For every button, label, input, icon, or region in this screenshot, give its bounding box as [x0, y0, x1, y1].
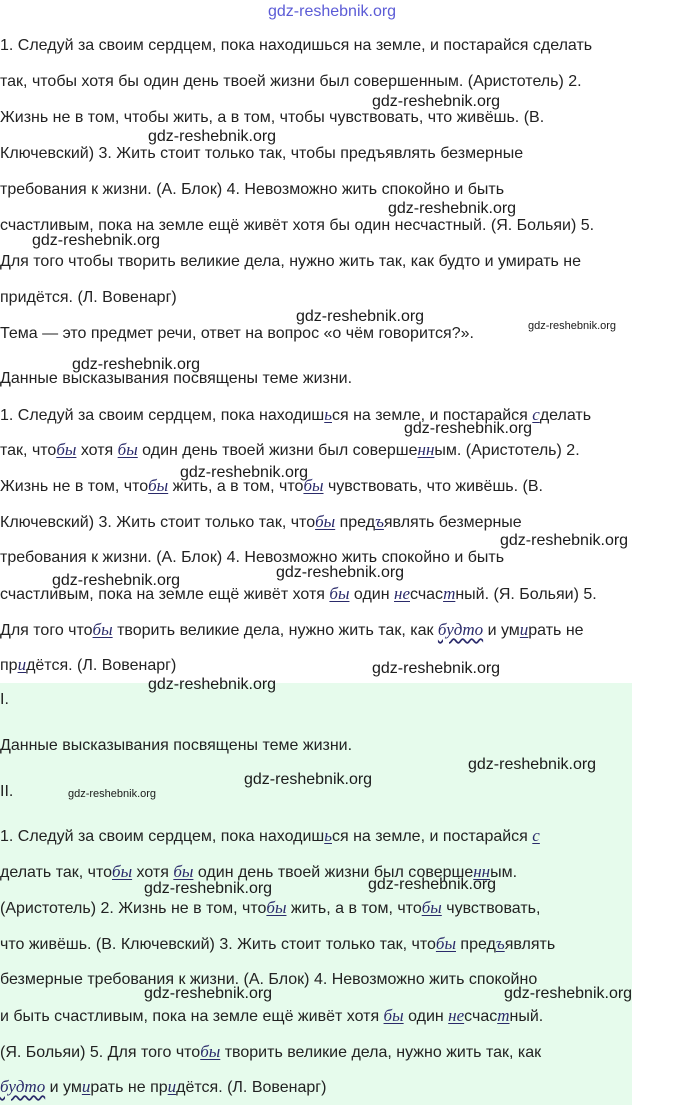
orthogram: ъ — [495, 934, 505, 953]
answer-line-6: и быть счастливым, пока на земле ещё живёт хотя бы один несчастный. — [0, 1006, 544, 1025]
answer-line-7: (Я. Больяи) 5. Для того чтобы творить великие дела, нужно жить так, как — [0, 1042, 542, 1061]
marked-line-5: требования к жизни. (А. Блок) 4. Невозможно жить спокойно и быть — [0, 549, 505, 566]
answer-line-3: (Аристотель) 2. Жизнь не в том, чтобы жить, а в том, чтобы чувствовать, — [0, 898, 541, 917]
orthogram: бы — [56, 440, 77, 459]
orthogram: бы — [117, 440, 138, 459]
answer-line-8: будто и умирать не придётся. (Л. Вовенарг) — [0, 1077, 327, 1096]
orthogram: и — [167, 1077, 177, 1096]
watermark: gdz-reshebnik.org — [144, 880, 273, 897]
text-line: требования к жизни. (А. Блок) 4. Невозможно жить спокойно и быть — [0, 181, 505, 198]
orthogram: бы — [315, 512, 336, 531]
statement: Данные высказывания посвящены теме жизни. — [0, 370, 353, 387]
watermark: gdz-reshebnik.org — [404, 420, 533, 437]
orthogram: нн — [417, 440, 435, 459]
orthogram: ь — [324, 826, 332, 845]
orthogram: не — [394, 584, 410, 603]
text-line: Ключевский) 3. Жить стоит только так, чтобы предъявлять безмерные — [0, 145, 524, 162]
marked-line-6: счастливым, пока на земле ещё живёт хотя бы один несчастный. (Я. Больяи) 5. — [0, 584, 597, 603]
answer-line-4: что живёшь. (В. Ключевский) 3. Жить стоит только так, чтобы предъявлять — [0, 934, 556, 953]
answer-line-1: 1. Следуй за своим сердцем, пока находишься на земле, и постарайся с — [0, 826, 540, 845]
orthogram: и — [81, 1077, 91, 1096]
marked-line-4: Ключевский) 3. Жить стоит только так, чтобы предъявлять безмерные — [0, 512, 522, 531]
orthogram: нн — [473, 862, 491, 881]
orthogram: т — [443, 584, 456, 603]
marked-line-7: Для того чтобы творить великие дела, нужно жить так, как будто и умирать не — [0, 620, 584, 639]
answer-roman-1: I. — [0, 691, 9, 708]
watermark: gdz-reshebnik.org — [144, 985, 273, 1002]
orthogram: бы — [92, 620, 113, 639]
orthogram: бы — [329, 584, 350, 603]
orthogram: бы — [173, 862, 194, 881]
watermark: gdz-reshebnik.org — [68, 788, 157, 800]
marked-line-3: Жизнь не в том, чтобы жить, а в том, чтобы чувствовать, что живёшь. (В. — [0, 476, 543, 495]
orthogram-wavy: будто — [0, 1077, 46, 1096]
orthogram: бы — [383, 1006, 404, 1025]
watermark: gdz-reshebnik.org — [180, 464, 309, 481]
orthogram: бы — [266, 898, 287, 917]
orthogram: с — [532, 826, 540, 845]
watermark: gdz-reshebnik.org — [276, 564, 405, 581]
watermark: gdz-reshebnik.org — [148, 128, 277, 145]
watermark-top: gdz-reshebnik.org — [268, 3, 397, 20]
watermark: gdz-reshebnik.org — [72, 356, 201, 373]
watermark: gdz-reshebnik.org — [244, 771, 373, 788]
orthogram: ъ — [375, 512, 384, 531]
orthogram: бы — [148, 476, 169, 495]
watermark: gdz-reshebnik.org — [504, 985, 633, 1002]
watermark: gdz-reshebnik.org — [468, 756, 597, 773]
answer-statement: Данные высказывания посвящены теме жизни. — [0, 737, 353, 754]
marked-line-2: так, чтобы хотя бы один день твоей жизни был совершенным. (Аристотель) 2. — [0, 440, 580, 459]
watermark: gdz-reshebnik.org — [52, 572, 181, 589]
answer-roman-2: II. — [0, 783, 14, 800]
watermark: gdz-reshebnik.org — [500, 532, 629, 549]
watermark: gdz-reshebnik.org — [372, 660, 501, 677]
text-line: придётся. (Л. Вовенарг) — [0, 289, 177, 306]
watermark: gdz-reshebnik.org — [148, 676, 277, 693]
orthogram: и — [519, 620, 529, 639]
text-line: Жизнь не в том, чтобы жить, а в том, чтобы чувствовать, что живёшь. (В. — [0, 109, 545, 126]
orthogram: с — [532, 405, 540, 424]
watermark: gdz-reshebnik.org — [372, 93, 501, 110]
orthogram: бы — [421, 898, 442, 917]
watermark: gdz-reshebnik.org — [32, 232, 161, 249]
orthogram: бы — [435, 934, 456, 953]
marked-line-8: придётся. (Л. Вовенарг) — [0, 655, 177, 674]
orthogram: бы — [112, 862, 133, 881]
watermark: gdz-reshebnik.org — [528, 320, 617, 332]
theme-definition: Тема — это предмет речи, ответ на вопрос «о чём говорится?». — [0, 325, 474, 342]
orthogram-wavy: будто — [437, 620, 484, 639]
orthogram: и — [17, 655, 27, 674]
watermark: gdz-reshebnik.org — [388, 200, 517, 217]
text-line: так, чтобы хотя бы один день твоей жизни был совершенным. (Аристотель) 2. — [0, 73, 582, 90]
orthogram: не — [448, 1006, 465, 1025]
orthogram: ь — [324, 405, 332, 424]
orthogram: бы — [303, 476, 324, 495]
watermark: gdz-reshebnik.org — [296, 308, 425, 325]
answer-line-2: делать так, чтобы хотя бы один день твоей жизни был совершенным. — [0, 862, 518, 881]
marked-line-1: 1. Следуй за своим сердцем, пока находишься на земле, и постарайся сделать — [0, 405, 592, 424]
answer-line-5: безмерные требования к жизни. (А. Блок) 4. Невозможно жить спокойно — [0, 971, 538, 988]
orthogram: бы — [200, 1042, 221, 1061]
orthogram: т — [497, 1006, 510, 1025]
text-line: Для того чтобы творить великие дела, нужно жить так, как будто и умирать не — [0, 253, 582, 270]
watermark: gdz-reshebnik.org — [368, 876, 497, 893]
text-line: счастливым, пока на земле ещё живёт хотя бы один несчастный. (Я. Больяи) 5. — [0, 217, 595, 234]
text-line: 1. Следуй за своим сердцем, пока находишься на земле, и постарайся сделать — [0, 37, 593, 54]
